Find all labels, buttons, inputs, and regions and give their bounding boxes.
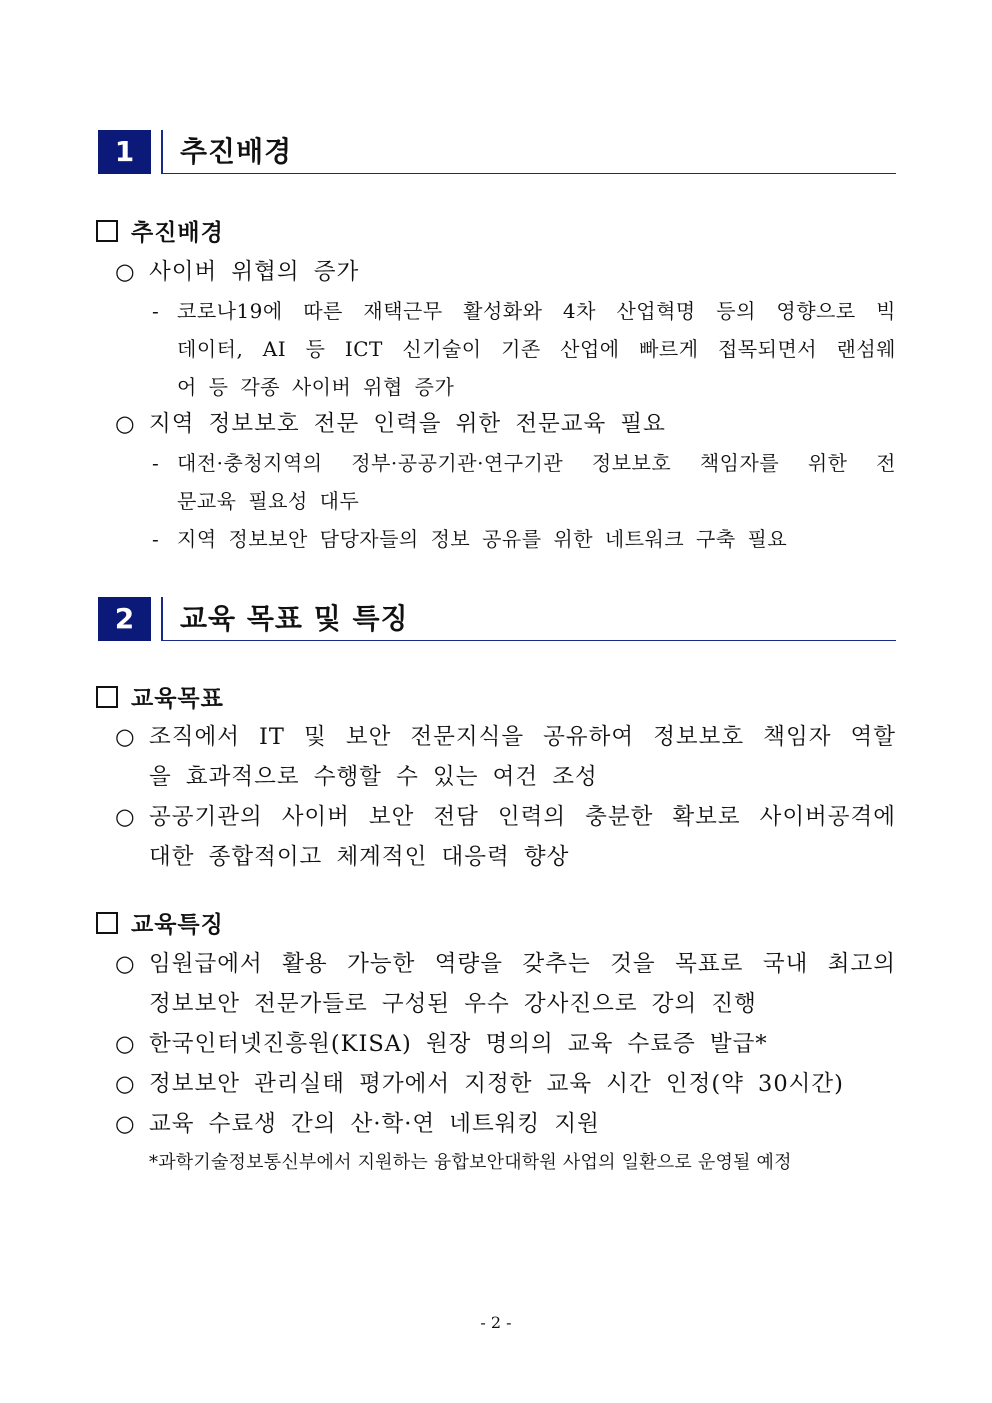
block-heading: 교육목표	[96, 680, 224, 713]
page-number: - 2 -	[480, 1313, 512, 1332]
list-item: ○ 임원급에서 활용 가능한 역량을 갖추는 것을 목표로 국내 최고의	[115, 951, 896, 977]
section-number: 2	[98, 597, 151, 641]
footnote: *과학기술정보통신부에서 지원하는 융합보안대학원 사업의 일환으로 운영될 예정	[149, 1152, 792, 1173]
section-header	[98, 130, 896, 174]
sub-list-item: - 지역 정보보안 담당자들의 정보 공유를 위한 네트워크 구축 필요	[152, 527, 788, 551]
list-item-continuation: 정보보안 전문가들로 구성된 우수 강사진으로 강의 진행	[149, 991, 757, 1017]
circle-bullet-icon: ○	[115, 259, 136, 285]
sub-list-item: - 대전·충청지역의 정부·공공기관·연구기관 정보보호 책임자를 위한 전	[152, 451, 896, 475]
circle-bullet-icon: ○	[115, 1071, 136, 1097]
circle-bullet-icon: ○	[115, 804, 136, 830]
sub-list-item-continuation: 문교육 필요성 대두	[177, 489, 360, 513]
circle-bullet-icon: ○	[115, 724, 136, 750]
section-divider	[161, 597, 163, 641]
list-item: ○ 교육 수료생 간의 산·학·연 네트워킹 지원	[115, 1111, 600, 1137]
list-item: ○ 공공기관의 사이버 보안 전담 인력의 충분한 확보로 사이버공격에	[115, 804, 896, 830]
list-item: ○ 한국인터넷진흥원(KISA) 원장 명의의 교육 수료증 발급*	[115, 1031, 768, 1057]
circle-bullet-icon: ○	[115, 411, 136, 437]
section-title: 추진배경	[180, 135, 293, 168]
list-item: ○ 조직에서 IT 및 보안 전문지식을 공유하여 정보보호 책임자 역할	[115, 724, 896, 750]
checkbox-square-icon	[96, 686, 118, 708]
dash-bullet-icon: -	[152, 527, 160, 551]
block-heading: 교육특징	[96, 906, 224, 939]
circle-bullet-icon: ○	[115, 951, 136, 977]
list-item: ○ 지역 정보보호 전문 인력을 위한 전문교육 필요	[115, 411, 666, 437]
sub-list-item-continuation: 데이터, AI 등 ICT 신기술이 기존 산업에 빠르게 접목되면서 랜섬웨	[177, 337, 896, 361]
section-underline	[161, 173, 896, 174]
list-item: ○ 사이버 위협의 증가	[115, 259, 360, 285]
dash-bullet-icon: -	[152, 299, 160, 323]
list-item-continuation: 을 효과적으로 수행할 수 있는 여건 조성	[149, 764, 598, 790]
circle-bullet-icon: ○	[115, 1031, 136, 1057]
circle-bullet-icon: ○	[115, 1111, 136, 1137]
sub-list-item: - 코로나19에 따른 재택근무 활성화와 4차 산업혁명 등의 영향으로 빅	[152, 299, 896, 323]
checkbox-square-icon	[96, 912, 118, 934]
dash-bullet-icon: -	[152, 451, 160, 475]
section-title: 교육 목표 및 특징	[180, 602, 409, 635]
checkbox-square-icon	[96, 220, 118, 242]
list-item-continuation: 대한 종합적이고 체계적인 대응력 향상	[149, 844, 570, 870]
sub-list-item-continuation: 어 등 각종 사이버 위협 증가	[177, 375, 455, 399]
block-heading: 추진배경	[96, 214, 224, 247]
list-item: ○ 정보보안 관리실태 평가에서 지정한 교육 시간 인정(약 30시간)	[115, 1071, 844, 1097]
section-number: 1	[98, 130, 151, 174]
section-divider	[161, 130, 163, 174]
section-underline	[161, 640, 896, 641]
section-header	[98, 597, 896, 641]
